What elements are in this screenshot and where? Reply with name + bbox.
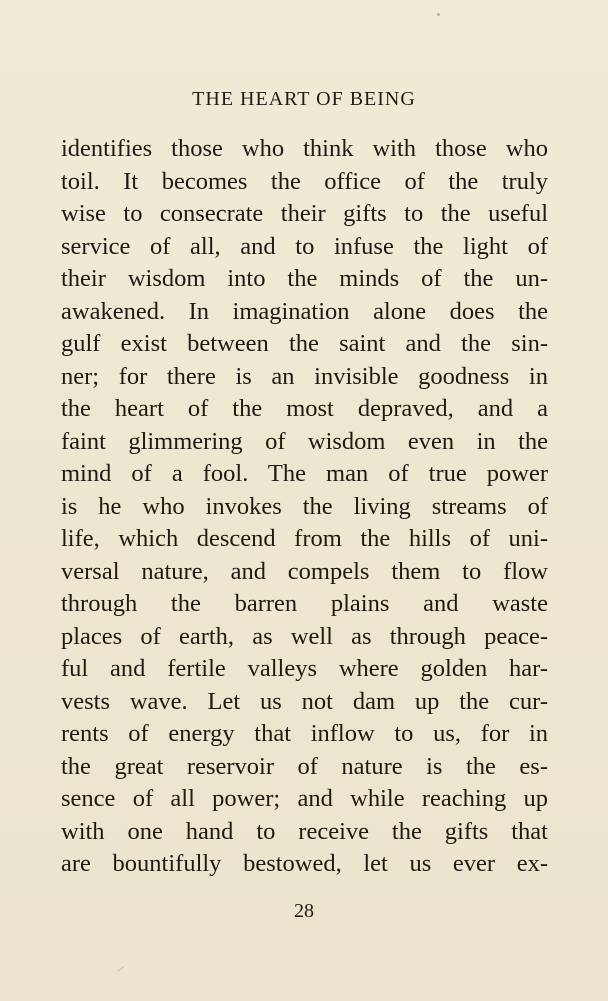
- text-line: identifies those who think with those who: [61, 135, 548, 162]
- text-line: service of all, and to infuse the light of: [61, 232, 548, 260]
- text-line: mind of a fool. The man of true power: [61, 460, 548, 487]
- text-line: life, which descend from the hills of uni-: [61, 525, 548, 552]
- text-line: sence of all power; and while reaching up: [61, 785, 548, 812]
- text-line: their wisdom into the minds of the un-: [61, 265, 548, 292]
- text-line: ner; for there is an invisible goodness in: [61, 362, 548, 390]
- body-text: [61, 133, 548, 881]
- text-line: places of earth, as well as through peace-: [61, 622, 548, 650]
- paper-speck: [437, 13, 440, 16]
- text-line: the heart of the most depraved, and a: [61, 395, 548, 422]
- text-line: faint glimmering of wisdom even in the: [61, 427, 548, 455]
- text-line: vests wave. Let us not dam up the cur-: [61, 687, 548, 715]
- text-line: versal nature, and compels them to flow: [61, 557, 548, 585]
- text-line: the great reservoir of nature is the es-: [61, 752, 548, 780]
- text-line: toil. It becomes the office of the truly: [61, 167, 548, 195]
- text-line: rents of energy that inflow to us, for in: [61, 720, 548, 747]
- text-line: wise to consecrate their gifts to the useful: [61, 200, 548, 227]
- text-line: gulf exist between the saint and the sin-: [61, 330, 548, 357]
- running-head: THE HEART OF BEING: [192, 88, 416, 110]
- text-line: awakened. In imagination alone does the: [61, 297, 548, 325]
- text-line: with one hand to receive the gifts that: [61, 817, 548, 845]
- paper-mark: [117, 966, 126, 975]
- text-line: are bountifully bestowed, let us ever ex-: [61, 850, 548, 877]
- page-number: 28: [294, 900, 314, 922]
- text-line: ful and fertile valleys where golden har-: [61, 655, 548, 682]
- text-line: is he who invokes the living streams of: [61, 492, 548, 520]
- text-line: through the barren plains and waste: [61, 590, 548, 617]
